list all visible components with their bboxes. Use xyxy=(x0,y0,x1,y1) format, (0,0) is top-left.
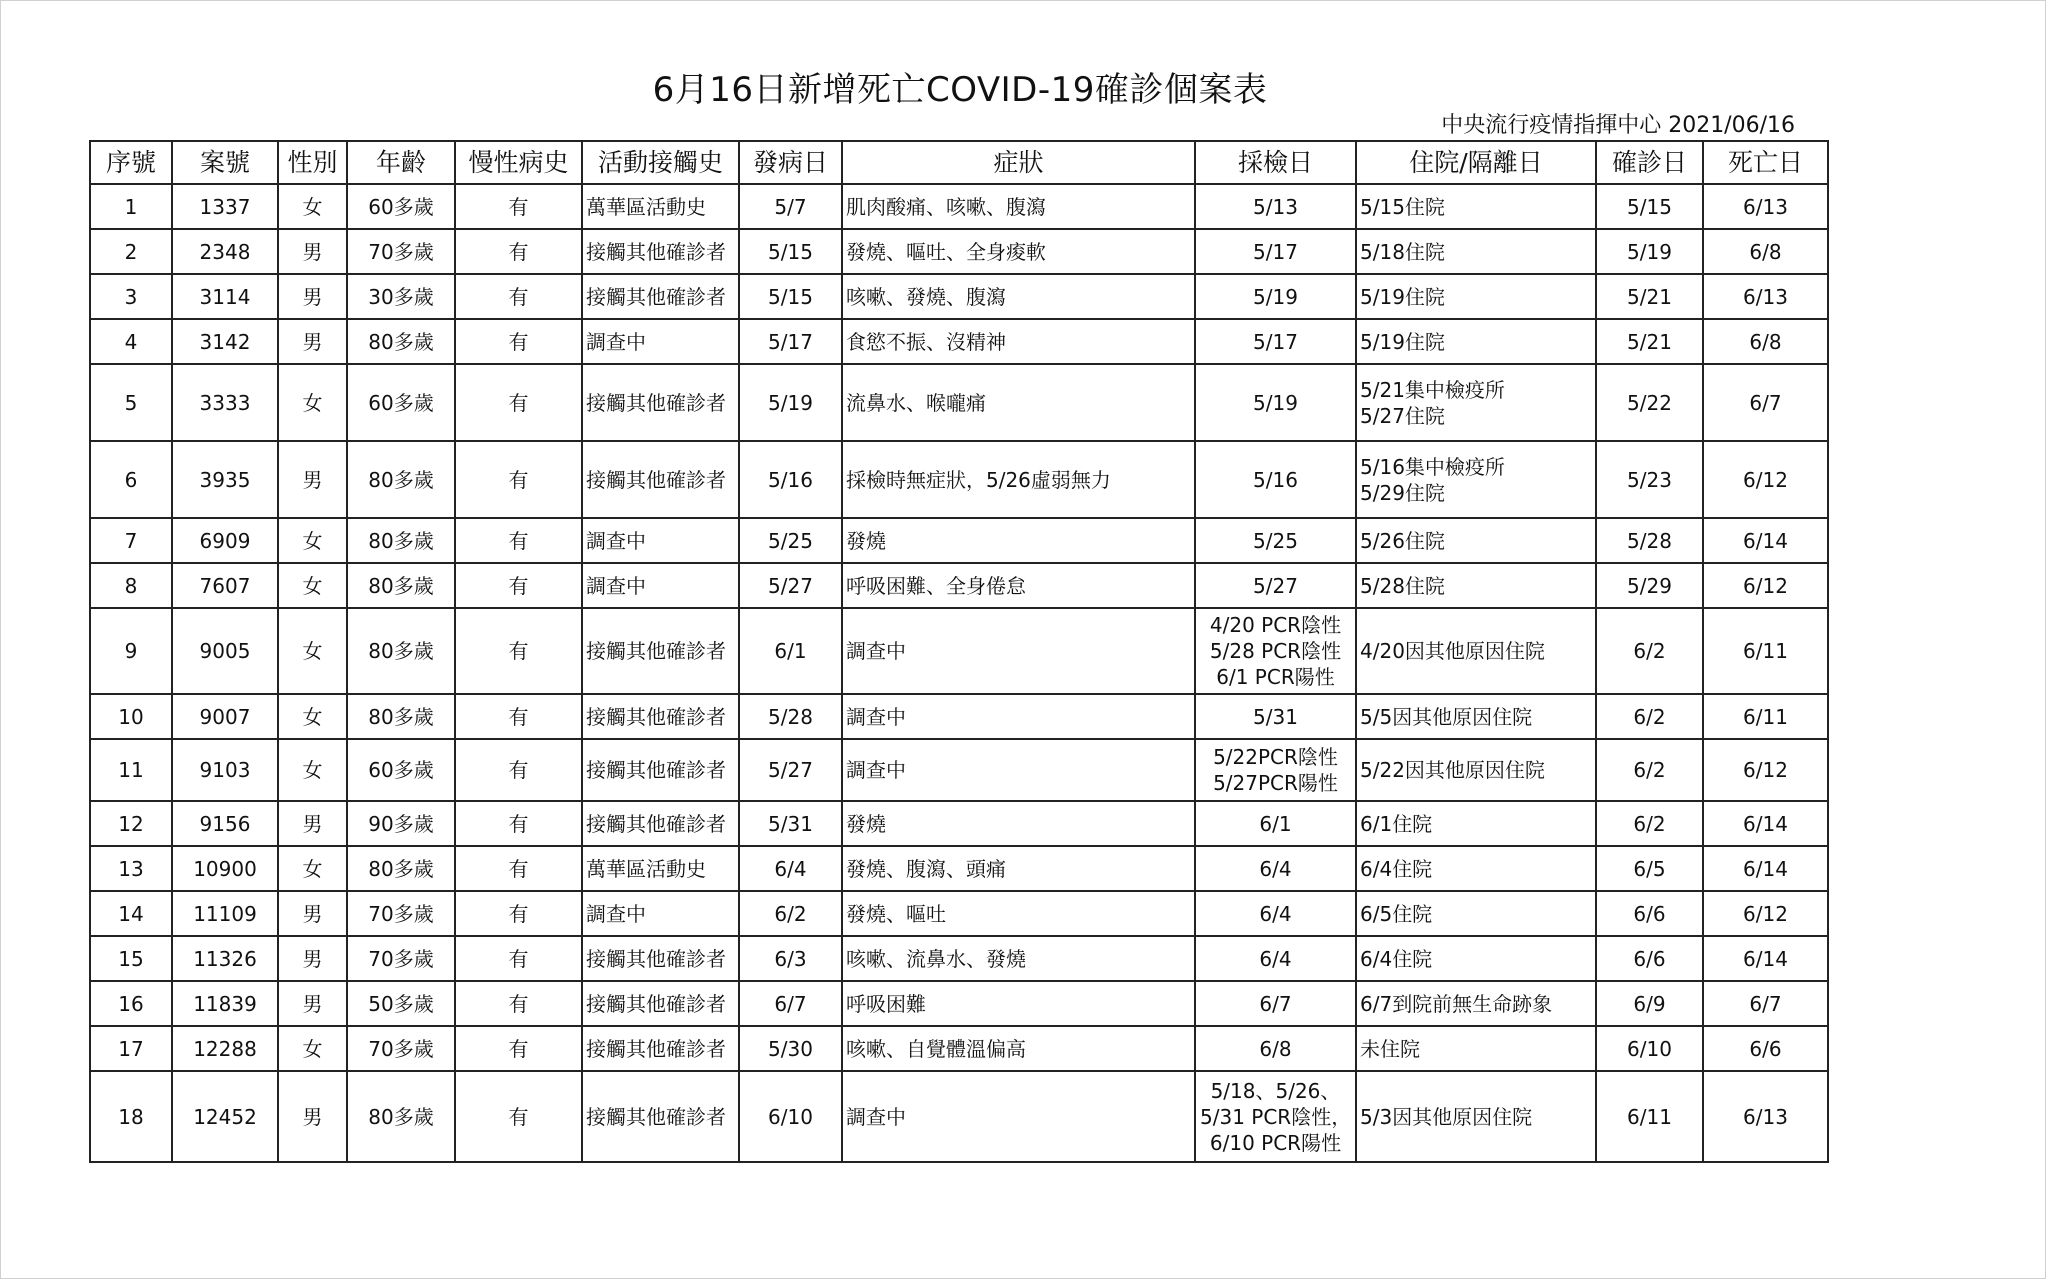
cell-line: 5/27PCR陽性 xyxy=(1213,771,1338,795)
cell-age: 70多歲 xyxy=(347,936,455,981)
cell-onset: 5/27 xyxy=(739,739,842,801)
cell-test-date xyxy=(1195,846,1356,891)
cell-sex: 女 xyxy=(278,364,347,441)
cell-onset: 5/15 xyxy=(739,274,842,319)
cell-test-date xyxy=(1195,694,1356,739)
cell-confirm-date: 6/2 xyxy=(1596,739,1703,801)
cell-confirm-date: 6/2 xyxy=(1596,694,1703,739)
cell-case: 6909 xyxy=(172,518,278,563)
cell-death-date: 6/12 xyxy=(1703,563,1828,608)
cell-line: 5/31 xyxy=(1253,704,1298,729)
table-row xyxy=(90,694,1828,739)
cell-confirm-date: 5/19 xyxy=(1596,229,1703,274)
cell-death-date: 6/13 xyxy=(1703,1071,1828,1162)
table-body xyxy=(90,184,1828,1162)
cell-onset: 5/17 xyxy=(739,319,842,364)
cell-hospitalization xyxy=(1356,891,1596,936)
cell-case: 3142 xyxy=(172,319,278,364)
cell-onset: 6/4 xyxy=(739,846,842,891)
cell-no: 3 xyxy=(90,274,172,319)
cell-hospitalization xyxy=(1356,319,1596,364)
cell-line: 5/16集中檢疫所 xyxy=(1360,454,1505,479)
cell-symptoms: 採檢時無症狀，5/26虛弱無力 xyxy=(842,441,1195,518)
cell-confirm-date: 6/2 xyxy=(1596,801,1703,846)
cell-case: 11326 xyxy=(172,936,278,981)
header-cell-age: 年齡 xyxy=(347,141,455,184)
cell-sex: 女 xyxy=(278,694,347,739)
cell-onset: 5/30 xyxy=(739,1026,842,1071)
cell-sex: 女 xyxy=(278,608,347,694)
cell-line: 5/21集中檢疫所 xyxy=(1360,377,1505,402)
cell-onset: 5/7 xyxy=(739,184,842,229)
cell-sex: 男 xyxy=(278,936,347,981)
cell-line: 5/28 PCR陰性 xyxy=(1209,639,1342,663)
cell-death-date: 6/14 xyxy=(1703,518,1828,563)
cell-symptoms: 咳嗽、自覺體溫偏高 xyxy=(842,1026,1195,1071)
cell-line: 5/22因其他原因住院 xyxy=(1360,758,1545,782)
cell-age: 80多歲 xyxy=(347,694,455,739)
cell-case: 9005 xyxy=(172,608,278,694)
cell-chronic: 有 xyxy=(455,981,582,1026)
header-cell-sex: 性別 xyxy=(278,141,347,184)
cell-age: 80多歲 xyxy=(347,319,455,364)
cell-confirm-date: 5/21 xyxy=(1596,274,1703,319)
cell-onset: 6/10 xyxy=(739,1071,842,1162)
cell-line: 6/4 xyxy=(1259,856,1292,881)
cell-onset: 5/28 xyxy=(739,694,842,739)
cell-test-date xyxy=(1195,936,1356,981)
cell-no: 18 xyxy=(90,1071,172,1162)
cell-death-date: 6/12 xyxy=(1703,891,1828,936)
cell-case: 1337 xyxy=(172,184,278,229)
cell-no: 6 xyxy=(90,441,172,518)
cell-line: 5/19住院 xyxy=(1360,329,1445,354)
cell-age: 70多歲 xyxy=(347,891,455,936)
cell-confirm-date: 6/6 xyxy=(1596,936,1703,981)
table-row xyxy=(90,441,1828,518)
cell-age: 60多歲 xyxy=(347,364,455,441)
cell-line: 5/5因其他原因住院 xyxy=(1360,704,1533,729)
cell-age: 80多歲 xyxy=(347,441,455,518)
cell-line: 5/27 xyxy=(1253,573,1298,598)
cell-line: 6/7 xyxy=(1259,991,1292,1016)
cell-confirm-date: 5/15 xyxy=(1596,184,1703,229)
table-row xyxy=(90,981,1828,1026)
table-header xyxy=(90,141,1828,184)
cell-age: 80多歲 xyxy=(347,563,455,608)
cell-no: 17 xyxy=(90,1026,172,1071)
cell-onset: 5/27 xyxy=(739,563,842,608)
cell-contact: 調查中 xyxy=(582,563,739,608)
cell-test-date xyxy=(1195,1071,1356,1162)
cell-age: 60多歲 xyxy=(347,184,455,229)
cell-chronic: 有 xyxy=(455,891,582,936)
cell-age: 50多歲 xyxy=(347,981,455,1026)
cell-line: 5/26住院 xyxy=(1360,528,1445,553)
cell-contact: 萬華區活動史 xyxy=(582,184,739,229)
cell-case: 12452 xyxy=(172,1071,278,1162)
cell-hospitalization xyxy=(1356,846,1596,891)
cell-confirm-date: 6/5 xyxy=(1596,846,1703,891)
cell-line: 6/8 xyxy=(1259,1036,1292,1061)
cell-test-date xyxy=(1195,608,1356,694)
cell-onset: 6/1 xyxy=(739,608,842,694)
cell-line: 5/25 xyxy=(1253,528,1298,553)
cell-line: 6/4住院 xyxy=(1360,946,1433,971)
cell-death-date: 6/14 xyxy=(1703,936,1828,981)
cell-chronic: 有 xyxy=(455,518,582,563)
cell-line: 5/27住院 xyxy=(1360,403,1445,428)
cell-contact: 接觸其他確診者 xyxy=(582,694,739,739)
cell-test-date xyxy=(1195,563,1356,608)
cell-onset: 5/31 xyxy=(739,801,842,846)
cell-symptoms: 食慾不振、沒精神 xyxy=(842,319,1195,364)
cell-case: 2348 xyxy=(172,229,278,274)
cell-line: 5/29住院 xyxy=(1360,480,1445,505)
cell-sex: 女 xyxy=(278,563,347,608)
cell-line: 5/3因其他原因住院 xyxy=(1360,1104,1533,1129)
table-row xyxy=(90,608,1828,694)
cell-confirm-date: 5/28 xyxy=(1596,518,1703,563)
cell-test-date xyxy=(1195,274,1356,319)
cell-line: 6/7到院前無生命跡象 xyxy=(1360,991,1553,1016)
cell-chronic: 有 xyxy=(455,739,582,801)
cell-case: 11109 xyxy=(172,891,278,936)
table-row xyxy=(90,846,1828,891)
cell-hospitalization xyxy=(1356,739,1596,801)
cell-onset: 6/7 xyxy=(739,981,842,1026)
cell-symptoms: 調查中 xyxy=(842,739,1195,801)
header-cell-case: 案號 xyxy=(172,141,278,184)
cell-contact: 調查中 xyxy=(582,518,739,563)
table-row xyxy=(90,891,1828,936)
cell-sex: 女 xyxy=(278,518,347,563)
cell-onset: 5/15 xyxy=(739,229,842,274)
cell-death-date: 6/12 xyxy=(1703,441,1828,518)
cell-hospitalization xyxy=(1356,441,1596,518)
cell-line: 6/10 PCR陽性 xyxy=(1209,1130,1342,1155)
cell-age: 90多歲 xyxy=(347,801,455,846)
cell-hospitalization xyxy=(1356,936,1596,981)
header-cell-contact: 活動接觸史 xyxy=(582,141,739,184)
cell-line: 未住院 xyxy=(1360,1036,1420,1061)
cell-death-date: 6/14 xyxy=(1703,846,1828,891)
cell-contact: 調查中 xyxy=(582,891,739,936)
cell-test-date xyxy=(1195,518,1356,563)
cell-chronic: 有 xyxy=(455,694,582,739)
cell-sex: 男 xyxy=(278,981,347,1026)
cell-onset: 6/3 xyxy=(739,936,842,981)
cell-death-date: 6/12 xyxy=(1703,739,1828,801)
cell-no: 13 xyxy=(90,846,172,891)
cell-no: 1 xyxy=(90,184,172,229)
cell-onset: 5/25 xyxy=(739,518,842,563)
cell-line: 5/16 xyxy=(1253,467,1298,492)
header-cell-chronic: 慢性病史 xyxy=(455,141,582,184)
cell-case: 11839 xyxy=(172,981,278,1026)
cell-chronic: 有 xyxy=(455,441,582,518)
cell-case: 9103 xyxy=(172,739,278,801)
cell-case: 3935 xyxy=(172,441,278,518)
cell-no: 4 xyxy=(90,319,172,364)
cell-contact: 接觸其他確診者 xyxy=(582,936,739,981)
cell-line: 5/22PCR陰性 xyxy=(1213,745,1338,769)
cell-line: 4/20因其他原因住院 xyxy=(1360,639,1545,663)
table-row xyxy=(90,184,1828,229)
cell-hospitalization xyxy=(1356,801,1596,846)
cell-confirm-date: 6/11 xyxy=(1596,1071,1703,1162)
cell-sex: 女 xyxy=(278,739,347,801)
cell-death-date: 6/11 xyxy=(1703,608,1828,694)
cell-chronic: 有 xyxy=(455,1071,582,1162)
cell-symptoms: 咳嗽、流鼻水、發燒 xyxy=(842,936,1195,981)
cell-age: 80多歲 xyxy=(347,518,455,563)
cell-hospitalization xyxy=(1356,1026,1596,1071)
cell-age: 80多歲 xyxy=(347,1071,455,1162)
cell-test-date xyxy=(1195,739,1356,801)
header-cell-confirm-date: 確診日 xyxy=(1596,141,1703,184)
cell-age: 70多歲 xyxy=(347,1026,455,1071)
cell-no: 15 xyxy=(90,936,172,981)
cell-hospitalization xyxy=(1356,364,1596,441)
cell-case: 3333 xyxy=(172,364,278,441)
cell-no: 12 xyxy=(90,801,172,846)
cell-case: 9156 xyxy=(172,801,278,846)
cell-contact: 接觸其他確診者 xyxy=(582,441,739,518)
cell-sex: 女 xyxy=(278,184,347,229)
cell-contact: 接觸其他確診者 xyxy=(582,229,739,274)
cell-death-date: 6/11 xyxy=(1703,694,1828,739)
cell-hospitalization xyxy=(1356,184,1596,229)
cell-line: 5/31 PCR陰性， xyxy=(1200,1104,1352,1129)
cell-contact: 接觸其他確診者 xyxy=(582,1071,739,1162)
cell-symptoms: 發燒、腹瀉、頭痛 xyxy=(842,846,1195,891)
cell-hospitalization xyxy=(1356,229,1596,274)
cell-no: 9 xyxy=(90,608,172,694)
cell-confirm-date: 5/21 xyxy=(1596,319,1703,364)
cell-chronic: 有 xyxy=(455,608,582,694)
issuer-date: 中央流行疫情指揮中心 2021/06/16 xyxy=(1441,113,1795,138)
cell-contact: 接觸其他確診者 xyxy=(582,801,739,846)
cell-test-date xyxy=(1195,319,1356,364)
cell-chronic: 有 xyxy=(455,1026,582,1071)
cell-no: 11 xyxy=(90,739,172,801)
cell-hospitalization xyxy=(1356,518,1596,563)
case-table xyxy=(89,140,1829,1163)
cell-chronic: 有 xyxy=(455,364,582,441)
cell-age: 80多歲 xyxy=(347,846,455,891)
cell-onset: 6/2 xyxy=(739,891,842,936)
cell-death-date: 6/8 xyxy=(1703,229,1828,274)
cell-symptoms: 呼吸困難 xyxy=(842,981,1195,1026)
cell-case: 3114 xyxy=(172,274,278,319)
cell-death-date: 6/13 xyxy=(1703,274,1828,319)
cell-symptoms: 發燒 xyxy=(842,518,1195,563)
cell-symptoms: 調查中 xyxy=(842,608,1195,694)
cell-symptoms: 肌肉酸痛、咳嗽、腹瀉 xyxy=(842,184,1195,229)
cell-line: 5/19 xyxy=(1253,390,1298,415)
header-cell-hospitalization: 住院/隔離日 xyxy=(1356,141,1596,184)
cell-case: 7607 xyxy=(172,563,278,608)
cell-sex: 男 xyxy=(278,801,347,846)
cell-test-date xyxy=(1195,801,1356,846)
table-row xyxy=(90,563,1828,608)
header-cell-test-date: 採檢日 xyxy=(1195,141,1356,184)
cell-line: 5/19住院 xyxy=(1360,284,1445,309)
cell-no: 16 xyxy=(90,981,172,1026)
cell-sex: 男 xyxy=(278,274,347,319)
cell-chronic: 有 xyxy=(455,563,582,608)
cell-line: 6/4住院 xyxy=(1360,856,1433,881)
cell-line: 4/20 PCR陰性 xyxy=(1209,613,1342,637)
header-row xyxy=(90,141,1828,184)
header-cell-no: 序號 xyxy=(90,141,172,184)
cell-hospitalization xyxy=(1356,981,1596,1026)
cell-death-date: 6/7 xyxy=(1703,981,1828,1026)
cell-death-date: 6/8 xyxy=(1703,319,1828,364)
table-row xyxy=(90,364,1828,441)
cell-contact: 接觸其他確診者 xyxy=(582,1026,739,1071)
table-row xyxy=(90,936,1828,981)
cell-symptoms: 呼吸困難、全身倦怠 xyxy=(842,563,1195,608)
cell-chronic: 有 xyxy=(455,274,582,319)
cell-chronic: 有 xyxy=(455,846,582,891)
cell-symptoms: 發燒 xyxy=(842,801,1195,846)
table-row xyxy=(90,801,1828,846)
cell-no: 14 xyxy=(90,891,172,936)
cell-chronic: 有 xyxy=(455,319,582,364)
cell-test-date xyxy=(1195,364,1356,441)
cell-confirm-date: 6/6 xyxy=(1596,891,1703,936)
cell-symptoms: 流鼻水、喉嚨痛 xyxy=(842,364,1195,441)
cell-line: 6/5住院 xyxy=(1360,901,1433,926)
cell-line: 6/4 xyxy=(1259,946,1292,971)
cell-confirm-date: 5/23 xyxy=(1596,441,1703,518)
cell-hospitalization xyxy=(1356,694,1596,739)
cell-contact: 接觸其他確診者 xyxy=(582,274,739,319)
cell-death-date: 6/7 xyxy=(1703,364,1828,441)
table-row xyxy=(90,1071,1828,1162)
cell-line: 5/15住院 xyxy=(1360,194,1445,219)
cell-line: 5/17 xyxy=(1253,329,1298,354)
cell-age: 70多歲 xyxy=(347,229,455,274)
cell-chronic: 有 xyxy=(455,184,582,229)
cell-line: 5/17 xyxy=(1253,239,1298,264)
cell-line: 5/28住院 xyxy=(1360,573,1445,598)
cell-line: 6/1住院 xyxy=(1360,811,1433,836)
cell-line: 5/18住院 xyxy=(1360,239,1445,264)
cell-symptoms: 調查中 xyxy=(842,1071,1195,1162)
cell-no: 2 xyxy=(90,229,172,274)
cell-test-date xyxy=(1195,229,1356,274)
cell-confirm-date: 6/2 xyxy=(1596,608,1703,694)
cell-hospitalization xyxy=(1356,1071,1596,1162)
cell-sex: 男 xyxy=(278,229,347,274)
cell-sex: 男 xyxy=(278,1071,347,1162)
cell-age: 60多歲 xyxy=(347,739,455,801)
table-row xyxy=(90,229,1828,274)
cell-age: 80多歲 xyxy=(347,608,455,694)
cell-contact: 接觸其他確診者 xyxy=(582,364,739,441)
cell-sex: 女 xyxy=(278,1026,347,1071)
cell-test-date xyxy=(1195,1026,1356,1071)
cell-symptoms: 咳嗽、發燒、腹瀉 xyxy=(842,274,1195,319)
cell-symptoms: 調查中 xyxy=(842,694,1195,739)
cell-chronic: 有 xyxy=(455,936,582,981)
cell-hospitalization xyxy=(1356,274,1596,319)
cell-no: 7 xyxy=(90,518,172,563)
cell-contact: 調查中 xyxy=(582,319,739,364)
header-cell-onset: 發病日 xyxy=(739,141,842,184)
cell-chronic: 有 xyxy=(455,229,582,274)
cell-onset: 5/19 xyxy=(739,364,842,441)
cell-sex: 女 xyxy=(278,846,347,891)
cell-sex: 男 xyxy=(278,891,347,936)
table-row xyxy=(90,739,1828,801)
cell-confirm-date: 6/9 xyxy=(1596,981,1703,1026)
cell-line: 6/1 PCR陽性 xyxy=(1216,665,1335,689)
cell-confirm-date: 6/10 xyxy=(1596,1026,1703,1071)
header-cell-death-date: 死亡日 xyxy=(1703,141,1828,184)
cell-line: 5/19 xyxy=(1253,284,1298,309)
cell-case: 10900 xyxy=(172,846,278,891)
cell-sex: 男 xyxy=(278,441,347,518)
cell-line: 5/18、5/26、 xyxy=(1210,1078,1341,1103)
table-row xyxy=(90,319,1828,364)
cell-confirm-date: 5/22 xyxy=(1596,364,1703,441)
cell-case: 12288 xyxy=(172,1026,278,1071)
cell-age: 30多歲 xyxy=(347,274,455,319)
table-row xyxy=(90,274,1828,319)
cell-chronic: 有 xyxy=(455,801,582,846)
cell-no: 5 xyxy=(90,364,172,441)
cell-onset: 5/16 xyxy=(739,441,842,518)
cell-contact: 接觸其他確診者 xyxy=(582,739,739,801)
cell-test-date xyxy=(1195,184,1356,229)
cell-no: 10 xyxy=(90,694,172,739)
cell-contact: 萬華區活動史 xyxy=(582,846,739,891)
cell-sex: 男 xyxy=(278,319,347,364)
cell-line: 6/1 xyxy=(1259,811,1292,836)
cell-case: 9007 xyxy=(172,694,278,739)
cell-symptoms: 發燒、嘔吐 xyxy=(842,891,1195,936)
cell-test-date xyxy=(1195,891,1356,936)
cell-death-date: 6/13 xyxy=(1703,184,1828,229)
cell-confirm-date: 5/29 xyxy=(1596,563,1703,608)
cell-line: 5/13 xyxy=(1253,194,1298,219)
cell-hospitalization xyxy=(1356,608,1596,694)
cell-test-date xyxy=(1195,441,1356,518)
cell-death-date: 6/14 xyxy=(1703,801,1828,846)
page-title: 6月16日新增死亡COVID-19確診個案表 xyxy=(652,70,1268,110)
cell-hospitalization xyxy=(1356,563,1596,608)
cell-line: 6/4 xyxy=(1259,901,1292,926)
header-cell-symptoms: 症狀 xyxy=(842,141,1195,184)
cell-contact: 接觸其他確診者 xyxy=(582,981,739,1026)
cell-symptoms: 發燒、嘔吐、全身痠軟 xyxy=(842,229,1195,274)
cell-contact: 接觸其他確診者 xyxy=(582,608,739,694)
table-row xyxy=(90,1026,1828,1071)
cell-no: 8 xyxy=(90,563,172,608)
cell-test-date xyxy=(1195,981,1356,1026)
cell-death-date: 6/6 xyxy=(1703,1026,1828,1071)
table-row xyxy=(90,518,1828,563)
